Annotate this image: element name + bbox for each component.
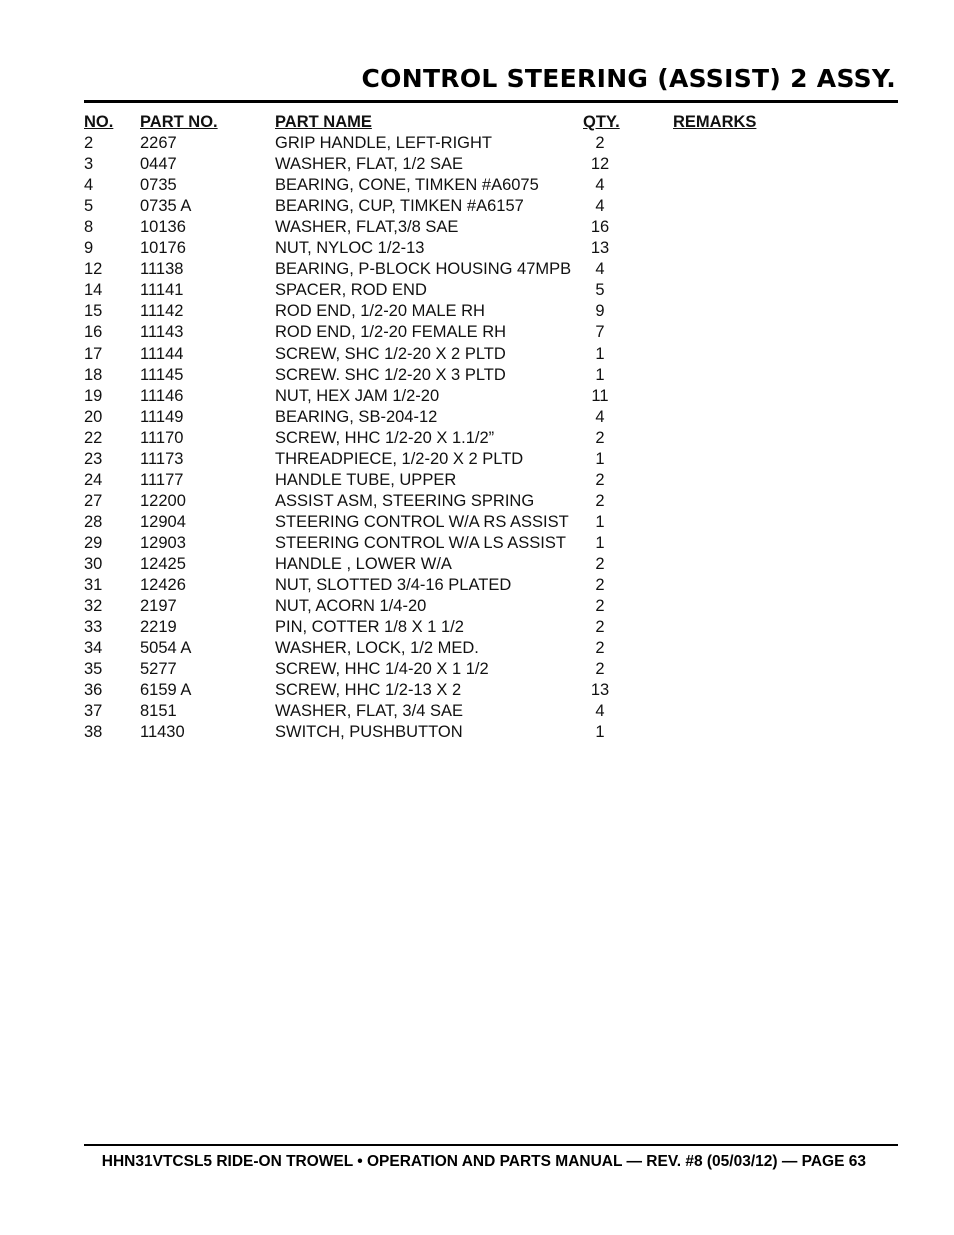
row-part-no: 12903	[140, 533, 186, 552]
table-row	[84, 196, 898, 217]
row-part-no: 12425	[140, 554, 186, 573]
table-row	[84, 470, 898, 491]
row-no: 23	[84, 449, 103, 468]
row-qty: 1	[595, 449, 605, 468]
row-part-no: 11170	[140, 428, 184, 447]
row-no: 5	[84, 197, 94, 216]
row-qty: 2	[595, 428, 605, 447]
row-part-name: WASHER, FLAT, 1/2 SAE	[275, 155, 463, 174]
header-no: NO.	[84, 113, 114, 131]
table-row	[84, 322, 898, 343]
row-part-name: SCREW, SHC 1/2-20 X 2 PLTD	[275, 344, 506, 363]
row-no: 35	[84, 660, 103, 679]
row-no: 28	[84, 512, 103, 531]
parts-table	[84, 112, 898, 743]
row-part-no: 11149	[140, 407, 184, 426]
row-part-name: ASSIST ASM, STEERING SPRING	[275, 491, 535, 510]
row-part-name: SCREW. SHC 1/2-20 X 3 PLTD	[275, 365, 506, 384]
row-no: 15	[84, 302, 103, 321]
row-no: 32	[84, 597, 103, 616]
row-qty: 2	[595, 597, 605, 616]
row-qty: 1	[595, 533, 605, 552]
row-part-no: 11142	[140, 302, 184, 321]
row-no: 38	[84, 723, 103, 742]
row-part-name: WASHER, FLAT, 3/4 SAE	[275, 702, 463, 721]
row-part-name: HANDLE , LOWER W/A	[275, 554, 452, 573]
row-qty: 13	[590, 239, 610, 258]
row-part-name: NUT, NYLOC 1/2-13	[275, 239, 425, 258]
table-row	[84, 491, 898, 512]
row-part-name: SCREW, HHC 1/2-13 X 2	[275, 681, 462, 700]
row-part-no: 11430	[140, 723, 185, 742]
row-qty: 7	[595, 323, 605, 342]
row-part-no: 12426	[140, 576, 186, 595]
row-qty: 1	[595, 365, 605, 384]
row-no: 34	[84, 639, 103, 658]
row-qty: 1	[595, 512, 605, 531]
row-no: 22	[84, 428, 103, 447]
table-row	[84, 407, 898, 428]
row-part-name: SCREW, HHC 1/4-20 X 1 1/2	[275, 660, 489, 679]
row-part-no: 0735 A	[140, 197, 192, 216]
row-qty: 2	[595, 576, 605, 595]
row-part-no: 10176	[140, 239, 186, 258]
title-rule	[84, 100, 898, 103]
table-row	[84, 386, 898, 407]
row-no: 14	[84, 281, 103, 300]
table-row	[84, 217, 898, 238]
table-row	[84, 617, 898, 638]
row-part-name: BEARING, SB-204-12	[275, 407, 438, 426]
row-part-no: 0447	[140, 155, 177, 174]
row-qty: 2	[595, 639, 605, 658]
row-part-name: BEARING, CONE, TIMKEN #A6075	[275, 176, 539, 195]
row-part-no: 5277	[140, 660, 177, 679]
table-row	[84, 533, 898, 554]
row-part-name: GRIP HANDLE, LEFT-RIGHT	[275, 134, 492, 153]
row-part-name: HANDLE TUBE, UPPER	[275, 470, 457, 489]
table-row	[84, 154, 898, 175]
row-no: 18	[84, 365, 103, 384]
row-part-name: PIN, COTTER 1/8 X 1 1/2	[275, 618, 464, 637]
row-no: 37	[84, 702, 103, 721]
row-qty: 5	[595, 281, 605, 300]
header-remarks: REMARKS	[673, 113, 757, 131]
row-part-name: SCREW, HHC 1/2-20 X 1.1/2”	[275, 428, 495, 447]
row-part-no: 2267	[140, 134, 177, 153]
row-qty: 4	[595, 407, 605, 426]
row-part-name: NUT, ACORN 1/4-20	[275, 597, 427, 616]
page-title: CONTROL STEERING (ASSIST) 2 ASSY.	[361, 64, 896, 93]
row-part-no: 11145	[140, 365, 184, 384]
row-no: 9	[84, 239, 94, 258]
row-qty: 11	[591, 386, 609, 405]
row-no: 36	[84, 681, 103, 700]
row-qty: 2	[595, 618, 605, 637]
row-part-name: SWITCH, PUSHBUTTON	[275, 723, 463, 742]
table-row	[84, 280, 898, 301]
table-row	[84, 133, 898, 154]
row-part-name: WASHER, FLAT,3/8 SAE	[275, 218, 459, 237]
table-row	[84, 575, 898, 596]
row-qty: 12	[590, 155, 610, 174]
row-part-name: SPACER, ROD END	[275, 281, 427, 300]
table-row	[84, 301, 898, 322]
table-row	[84, 722, 898, 743]
row-part-name: STEERING CONTROL W/A LS ASSIST	[275, 533, 566, 552]
row-no: 2	[84, 134, 94, 153]
row-part-no: 11141	[140, 281, 184, 300]
row-no: 33	[84, 618, 103, 637]
row-no: 29	[84, 533, 103, 552]
row-qty: 4	[595, 702, 605, 721]
table-row	[84, 175, 898, 196]
table-row	[84, 554, 898, 575]
page-footer: HHN31VTCSL5 RIDE-ON TROWEL • OPERATION AND PARTS MANUAL — REV. #8 (05/03/12) — PAGE 63	[101, 1153, 866, 1170]
row-qty: 16	[590, 218, 610, 237]
table-row	[84, 680, 898, 701]
row-part-no: 11177	[140, 470, 184, 489]
row-part-name: NUT, HEX JAM 1/2-20	[275, 386, 440, 405]
row-part-no: 11173	[140, 449, 184, 468]
row-qty: 1	[595, 344, 605, 363]
row-part-name: ROD END, 1/2-20 MALE RH	[275, 302, 485, 321]
row-part-no: 6159 A	[140, 681, 192, 700]
table-row	[84, 512, 898, 533]
row-part-no: 12200	[140, 491, 186, 510]
row-qty: 2	[595, 134, 605, 153]
row-part-name: ROD END, 1/2-20 FEMALE RH	[275, 323, 507, 342]
row-part-no: 8151	[140, 702, 177, 721]
row-qty: 1	[595, 723, 605, 742]
row-no: 19	[84, 386, 103, 405]
row-part-no: 11144	[140, 344, 184, 363]
row-qty: 2	[595, 470, 605, 489]
row-no: 31	[84, 576, 103, 595]
table-row	[84, 701, 898, 722]
row-part-no: 11138	[140, 260, 184, 279]
table-row	[84, 659, 898, 680]
row-qty: 2	[595, 660, 605, 679]
row-no: 3	[84, 155, 94, 174]
row-no: 30	[84, 554, 103, 573]
row-qty: 4	[595, 176, 605, 195]
row-part-no: 10136	[140, 218, 186, 237]
row-no: 4	[84, 176, 94, 195]
row-qty: 4	[595, 260, 605, 279]
row-no: 16	[84, 323, 103, 342]
row-no: 12	[84, 260, 103, 279]
row-no: 20	[84, 407, 103, 426]
table-row	[84, 344, 898, 365]
header-part-no: PART NO.	[140, 113, 218, 131]
row-part-name: STEERING CONTROL W/A RS ASSIST	[275, 512, 569, 531]
table-row	[84, 428, 898, 449]
row-part-name: WASHER, LOCK, 1/2 MED.	[275, 639, 479, 658]
table-row	[84, 596, 898, 617]
row-part-name: BEARING, CUP, TIMKEN #A6157	[275, 197, 524, 216]
table-row	[84, 638, 898, 659]
row-part-no: 2197	[140, 597, 177, 616]
row-qty: 13	[590, 681, 610, 700]
table-row	[84, 365, 898, 386]
row-no: 24	[84, 470, 103, 489]
table-header-row	[84, 112, 898, 133]
row-part-name: THREADPIECE, 1/2-20 X 2 PLTD	[275, 449, 524, 468]
row-qty: 2	[595, 554, 605, 573]
footer-rule	[84, 1144, 898, 1146]
header-qty: QTY.	[583, 113, 620, 131]
row-part-no: 2219	[140, 618, 177, 637]
row-no: 17	[84, 344, 103, 363]
table-body	[84, 133, 898, 743]
row-qty: 4	[595, 197, 605, 216]
table-row	[84, 259, 898, 280]
row-part-no: 11146	[140, 386, 184, 405]
row-part-no: 12904	[140, 512, 186, 531]
row-part-no: 5054 A	[140, 639, 192, 658]
table-row	[84, 238, 898, 259]
row-part-name: BEARING, P-BLOCK HOUSING 47MPB	[275, 260, 572, 279]
header-part-name: PART NAME	[275, 113, 372, 131]
row-no: 27	[84, 491, 103, 510]
row-part-no: 11143	[140, 323, 184, 342]
row-no: 8	[84, 218, 94, 237]
row-qty: 9	[595, 302, 605, 321]
row-part-name: NUT, SLOTTED 3/4-16 PLATED	[275, 576, 512, 595]
table-row	[84, 449, 898, 470]
row-qty: 2	[595, 491, 605, 510]
row-part-no: 0735	[140, 176, 177, 195]
